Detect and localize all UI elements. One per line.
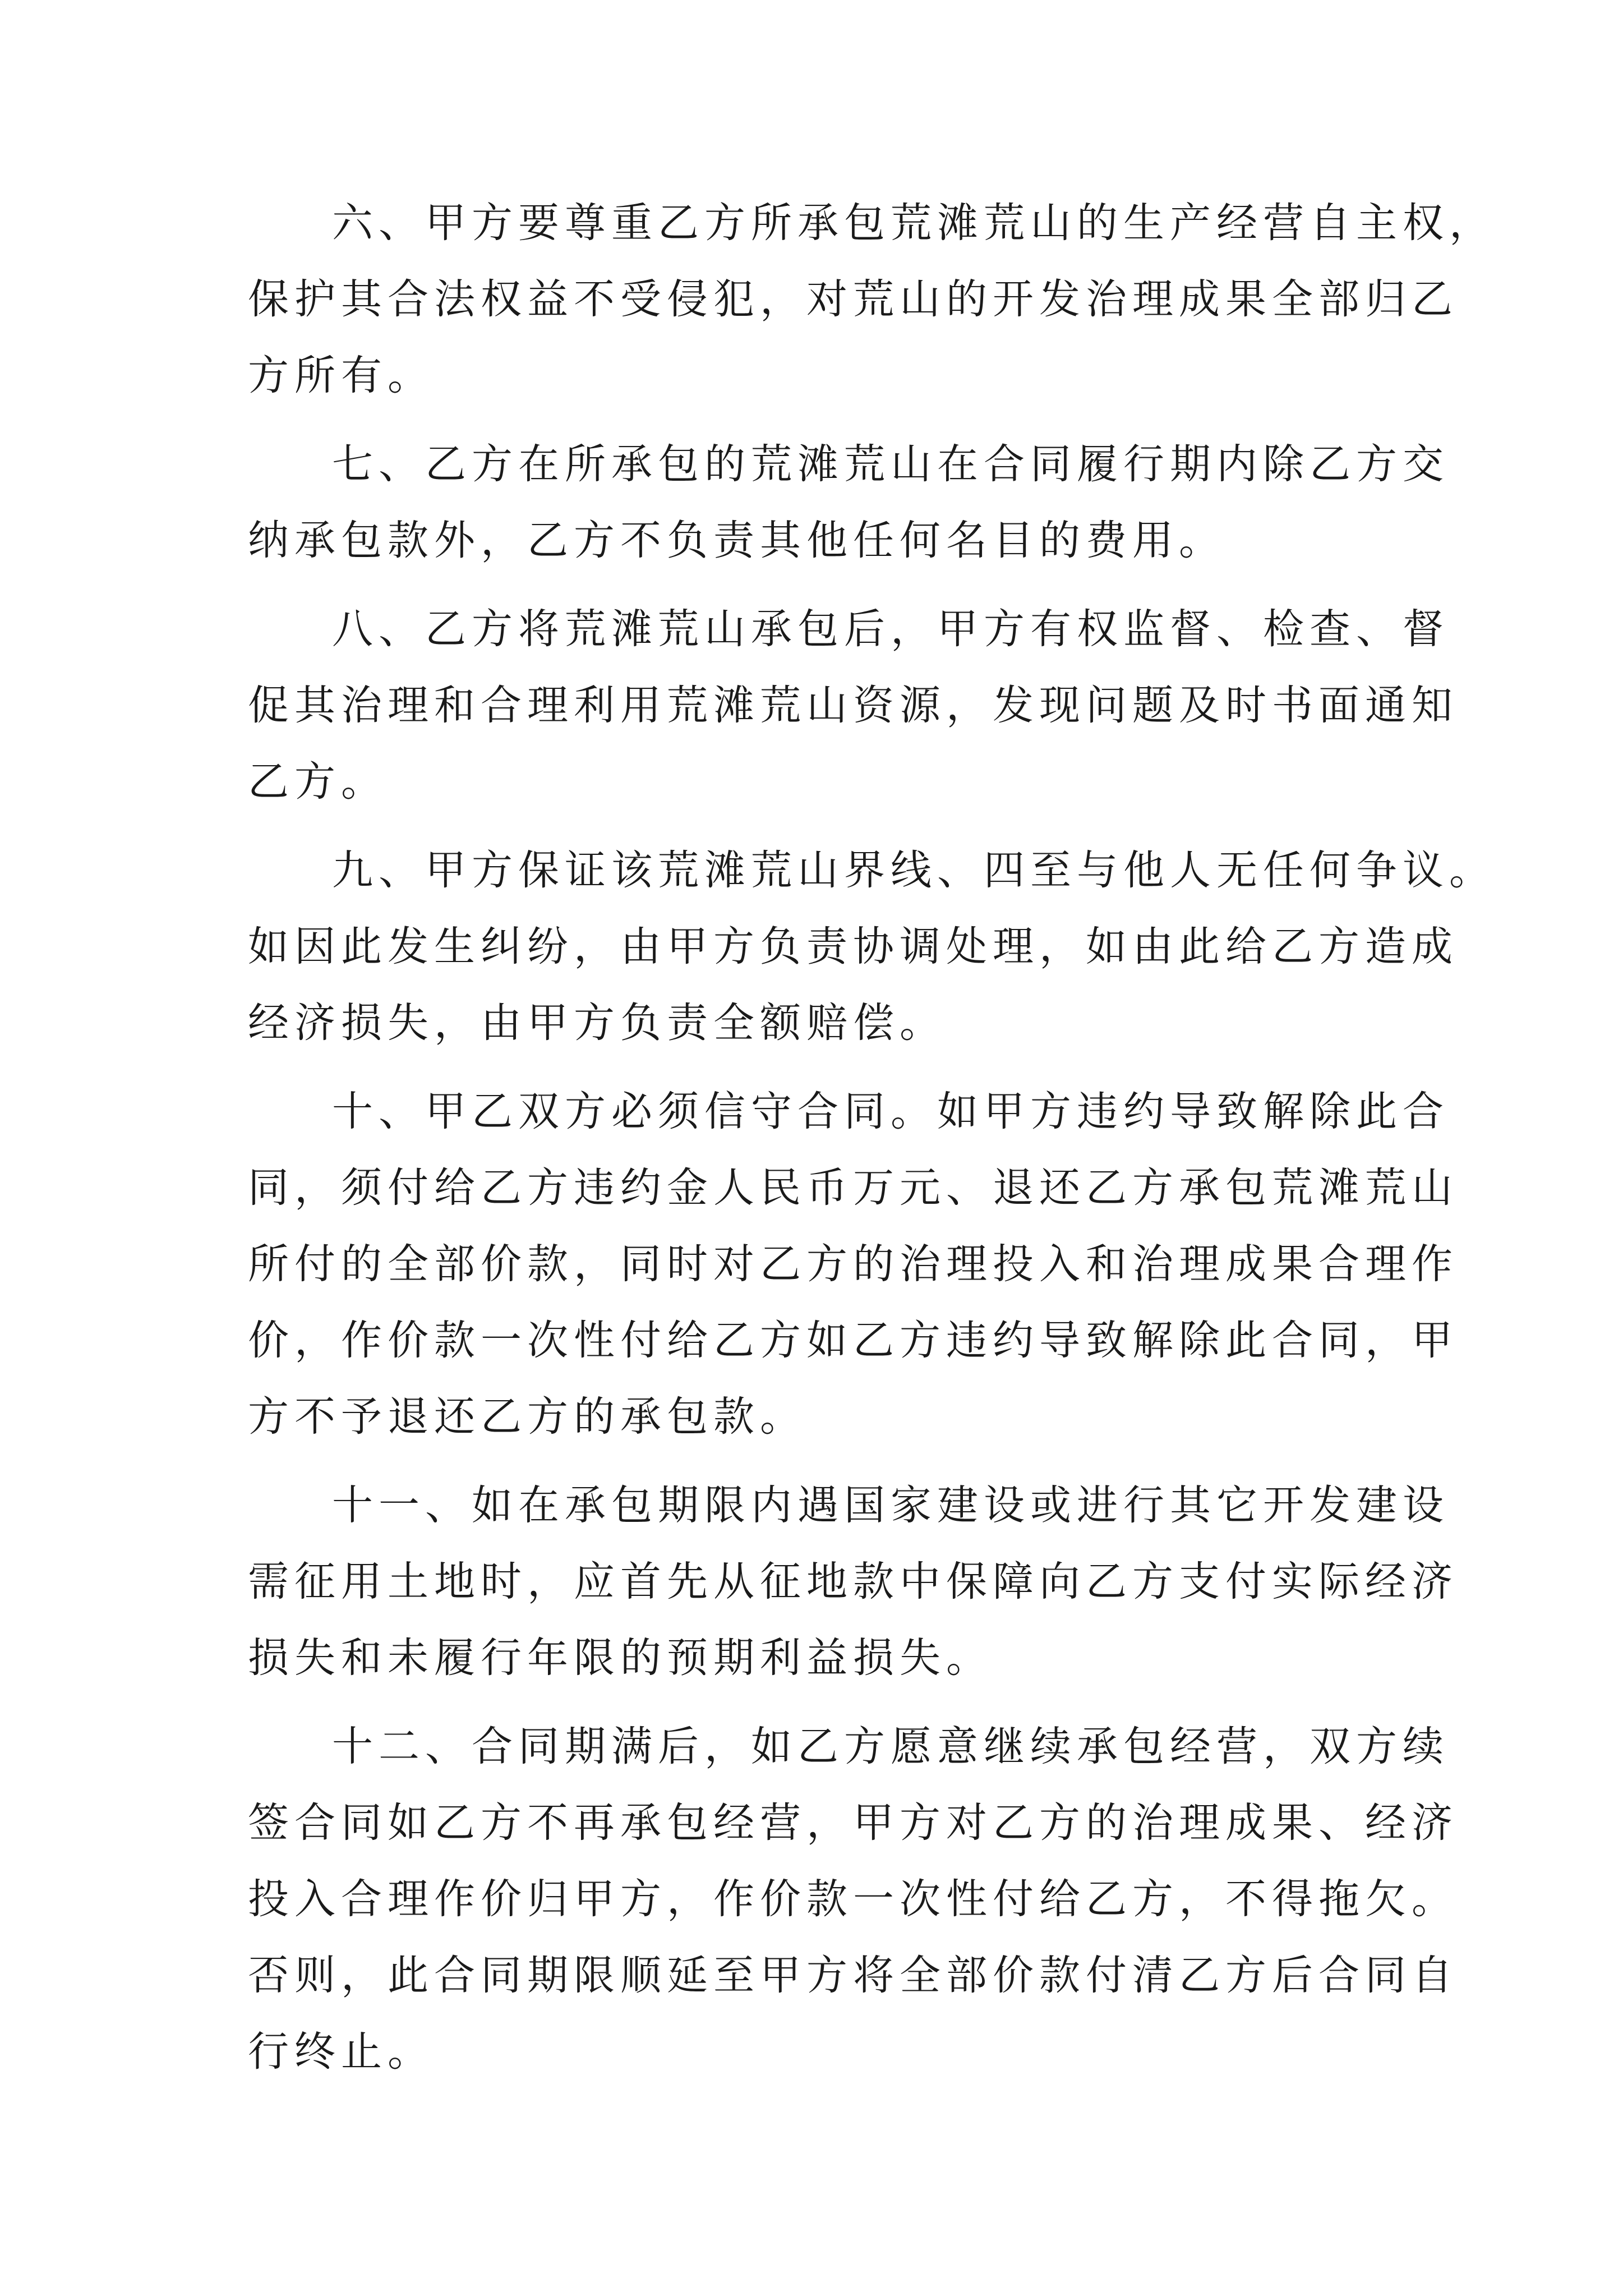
paragraph-line: 方所有。: [248, 352, 434, 399]
paragraph-line: 十二、合同期满后，如乙方愿意继续承包经营，双方续: [332, 1723, 1449, 1770]
paragraph-line: 十、甲乙双方必须信守合同。如甲方违约导致解除此合: [332, 1088, 1449, 1135]
contract-clause-paragraph: [248, 832, 1496, 1061]
paragraph-line: 方不予退还乙方的承包款。: [248, 1393, 806, 1441]
paragraph-spacer: [248, 579, 1392, 591]
contract-clause-paragraph: [248, 591, 1458, 820]
paragraph-line: 投入合理作价归甲方，作价款一次性付给乙方，不得拖欠。: [248, 1875, 1458, 1923]
paragraph-line: 乙方。: [248, 758, 388, 806]
paragraph-line: 行终止。: [248, 2028, 434, 2076]
paragraph-line: 需征用土地时，应首先从征地款中保障向乙方支付实际经济: [248, 1558, 1458, 1605]
paragraph-spacer: [248, 1061, 1392, 1074]
contract-clause-paragraph: [248, 1074, 1458, 1455]
contract-clause-paragraph: [248, 185, 1496, 414]
paragraph-line: 十一、如在承包期限内遇国家建设或进行其它开发建设: [332, 1481, 1449, 1529]
paragraph-line: 保护其合法权益不受侵犯，对荒山的开发治理成果全部归乙: [248, 275, 1458, 323]
paragraph-line: 价，作价款一次性付给乙方如乙方违约导致解除此合同，甲: [248, 1317, 1458, 1364]
paragraph-line: 经济损失，由甲方负责全额赔偿。: [248, 999, 946, 1047]
contract-body: [248, 185, 1496, 2090]
paragraph-line: 签合同如乙方不再承包经营，甲方对乙方的治理成果、经济: [248, 1799, 1458, 1847]
paragraph-line: 同，须付给乙方违约金人民币万元、退还乙方承包荒滩荒山: [248, 1164, 1458, 1212]
paragraph-line: 八、乙方将荒滩荒山承包后，甲方有权监督、检查、督: [332, 605, 1449, 653]
paragraph-line: 否则，此合同期限顺延至甲方将全部价款付清乙方后合同自: [248, 1952, 1458, 1999]
paragraph-line: 七、乙方在所承包的荒滩荒山在合同履行期内除乙方交: [332, 440, 1449, 488]
paragraph-line: 所付的全部价款，同时对乙方的治理投入和治理成果合理作: [248, 1240, 1458, 1288]
paragraph-line: 损失和未履行年限的预期利益损失。: [248, 1634, 993, 1682]
contract-clause-paragraph: [248, 426, 1449, 579]
paragraph-line: 促其治理和合理利用荒滩荒山资源，发现问题及时书面通知: [248, 682, 1458, 729]
paragraph-line: 如因此发生纠纷，由甲方负责协调处理，如由此给乙方造成: [248, 923, 1458, 970]
paragraph-spacer: [248, 414, 1392, 426]
paragraph-line: 六、甲方要尊重乙方所承包荒滩荒山的生产经营自主权，: [332, 199, 1496, 247]
paragraph-line: 九、甲方保证该荒滩荒山界线、四至与他人无任何争议。: [332, 846, 1496, 894]
paragraph-spacer: [248, 820, 1392, 832]
contract-clause-paragraph: [248, 1709, 1458, 2090]
paragraph-spacer: [248, 1696, 1392, 1709]
paragraph-line: 纳承包款外，乙方不负责其他任何名目的费用。: [248, 517, 1225, 564]
contract-clause-paragraph: [248, 1467, 1458, 1696]
paragraph-spacer: [248, 1455, 1392, 1467]
